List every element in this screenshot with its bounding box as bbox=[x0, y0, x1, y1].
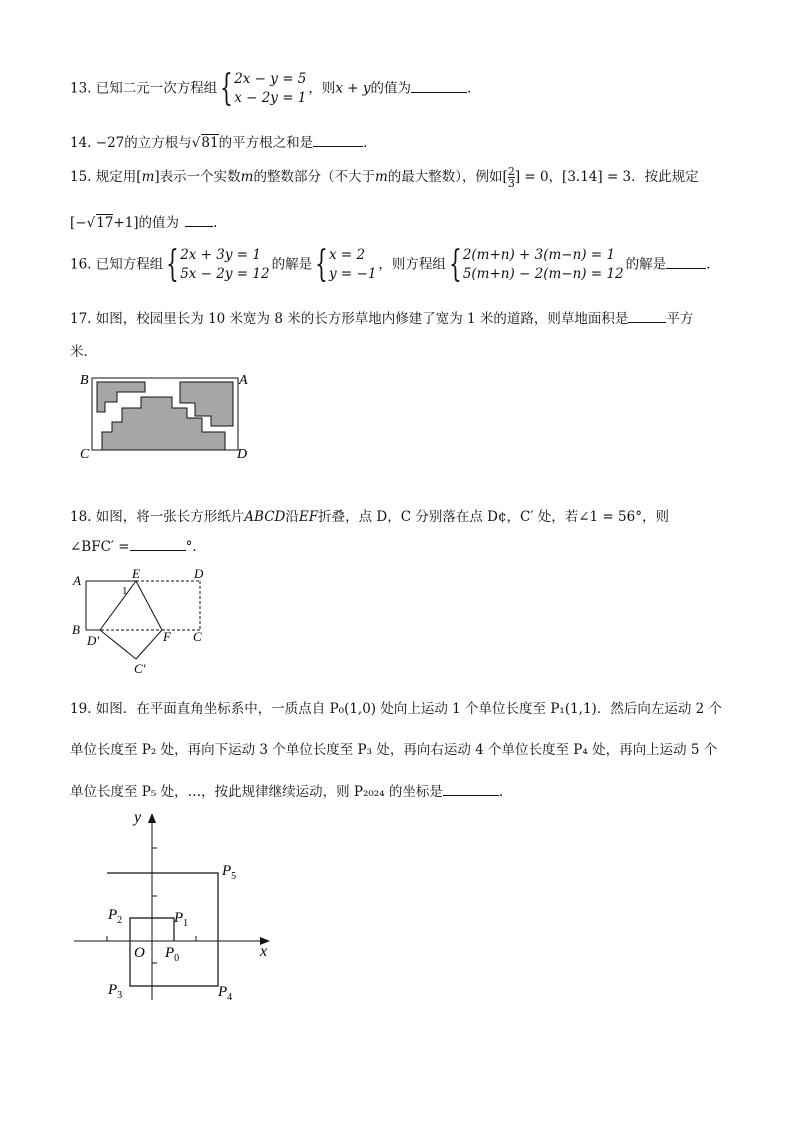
question-number: 18. bbox=[70, 509, 92, 525]
question-text: 如图，将一张长方形纸片 bbox=[95, 509, 245, 525]
shape-name: ABCD bbox=[244, 509, 286, 525]
variable: m bbox=[141, 169, 155, 185]
question-number: 15. bbox=[70, 169, 92, 185]
answer-blank[interactable] bbox=[185, 213, 213, 227]
label-C-prime: C′ bbox=[134, 661, 146, 676]
expression: [− bbox=[70, 215, 87, 231]
question-text: 的最大整数），例如[ bbox=[387, 169, 508, 185]
question-19-line-2 bbox=[70, 738, 717, 758]
question-text: ，则 bbox=[308, 80, 336, 97]
brace: { bbox=[220, 68, 234, 109]
equation-system bbox=[165, 246, 269, 284]
edge-Cp-F bbox=[136, 630, 162, 659]
brace: { bbox=[166, 244, 180, 285]
radicand: 81 bbox=[201, 135, 219, 151]
label-P3 bbox=[107, 982, 122, 1001]
label-E: E bbox=[132, 566, 140, 581]
label-angle-1: 1 bbox=[122, 585, 128, 597]
question-text: 已知二元一次方程组 bbox=[95, 80, 218, 97]
answer-blank[interactable] bbox=[443, 782, 499, 796]
brace: { bbox=[449, 244, 462, 285]
period: . bbox=[363, 135, 368, 151]
question-text: 折叠，点 D，C 分别落在点 D¢，C′ 处，若∠1 = 56°，则 bbox=[318, 509, 669, 525]
answer-blank[interactable] bbox=[628, 309, 666, 323]
question-text: ] = 0，[3.14] = 3．按此规定 bbox=[514, 169, 699, 185]
figure-lawn bbox=[75, 368, 260, 468]
sqrt-symbol: √ bbox=[86, 215, 96, 231]
label-P5 bbox=[221, 863, 236, 882]
answer-blank[interactable] bbox=[130, 537, 186, 551]
radicand: 17 bbox=[96, 215, 114, 231]
label-D: D bbox=[237, 447, 248, 462]
subscript: 4 bbox=[227, 992, 233, 1003]
equation: 2x + 3y = 1 bbox=[180, 247, 261, 263]
degree-suffix: °. bbox=[185, 539, 197, 555]
question-15 bbox=[70, 165, 699, 189]
label-P1 bbox=[173, 910, 188, 929]
question-number: 16. bbox=[70, 256, 92, 273]
expression: x + y bbox=[335, 80, 371, 97]
label-P0 bbox=[164, 945, 179, 964]
fraction bbox=[508, 166, 515, 189]
question-text: 规定用[ bbox=[95, 169, 142, 185]
denominator: 3 bbox=[507, 177, 515, 190]
question-text: +1]的值为 bbox=[113, 215, 180, 231]
question-text: 的平方根之和是 bbox=[218, 135, 314, 151]
question-text: 的值为 bbox=[370, 80, 412, 97]
answer-blank[interactable] bbox=[666, 255, 706, 269]
motion-path bbox=[107, 873, 218, 986]
question-text: 米． bbox=[70, 344, 97, 360]
label-origin: O bbox=[134, 945, 145, 961]
equation: 2x − y = 5 bbox=[234, 71, 307, 87]
question-19 bbox=[70, 697, 722, 717]
answer-blank[interactable] bbox=[411, 79, 467, 93]
question-text: 单位长度至 P₅ 处，…，按此规律继续运动，则 P₂₀₂₄ 的坐标是 bbox=[70, 784, 443, 800]
p-letter: P bbox=[108, 982, 118, 998]
brace: { bbox=[315, 244, 328, 285]
question-number: 13. bbox=[70, 80, 92, 97]
period: . bbox=[706, 256, 711, 273]
question-13 bbox=[70, 70, 471, 108]
p-letter: P bbox=[174, 910, 184, 926]
label-y: y bbox=[134, 809, 142, 826]
period: . bbox=[213, 215, 218, 231]
label-C: C bbox=[80, 447, 90, 462]
y-axis-arrow bbox=[148, 813, 156, 823]
question-text: 的整数部分（不大于 bbox=[253, 169, 375, 185]
equation: 2(m+n) + 3(m−n) = 1 bbox=[462, 247, 616, 263]
p-letter: P bbox=[218, 984, 228, 1000]
equation-system bbox=[448, 246, 624, 284]
question-18-line-2 bbox=[70, 537, 197, 555]
figure-coordinate-path bbox=[70, 808, 280, 1008]
question-text: ，则方程组 bbox=[378, 256, 446, 273]
period: . bbox=[467, 80, 472, 97]
p-letter: P bbox=[222, 863, 232, 879]
p-letter: P bbox=[108, 907, 118, 923]
equation: 5(m+n) − 2(m−n) = 12 bbox=[462, 266, 624, 282]
label-P4 bbox=[217, 984, 232, 1003]
label-C: C bbox=[193, 629, 202, 644]
label-D-prime: D′ bbox=[87, 633, 100, 648]
expression: ∠BFC′ = bbox=[70, 539, 130, 555]
question-19-line-3 bbox=[70, 780, 503, 800]
variable: m bbox=[374, 169, 388, 185]
equation-system bbox=[219, 70, 306, 108]
subscript: 0 bbox=[174, 953, 180, 964]
fold-EF bbox=[136, 581, 162, 630]
equation: y = −1 bbox=[328, 266, 377, 282]
equation: x − 2y = 1 bbox=[234, 90, 307, 106]
variable: m bbox=[240, 169, 254, 185]
label-F: F bbox=[163, 629, 171, 644]
question-text: 的立方根与 bbox=[124, 135, 192, 151]
question-text: 已知方程组 bbox=[95, 256, 164, 273]
figure-fold bbox=[70, 566, 220, 681]
question-text: 如图，校园里长为 10 米宽为 8 米的长方形草地内修建了宽为 1 米的道路，则草地面积是 bbox=[95, 311, 629, 327]
label-D: D bbox=[194, 566, 204, 581]
question-14 bbox=[70, 131, 367, 151]
solution-system bbox=[314, 246, 376, 284]
segment-name: EF bbox=[298, 509, 319, 525]
label-B: B bbox=[80, 373, 89, 388]
question-text: 平方 bbox=[666, 311, 694, 327]
question-17-line-2 bbox=[70, 340, 97, 360]
question-text: 沿 bbox=[285, 509, 299, 525]
question-text: 的解是 bbox=[271, 256, 313, 273]
equation: 5x − 2y = 12 bbox=[180, 266, 270, 282]
question-15-line-2 bbox=[70, 211, 217, 231]
edge-Dp-Cp bbox=[100, 630, 136, 659]
question-number: 19. bbox=[70, 701, 92, 717]
subscript: 5 bbox=[231, 871, 237, 882]
edge-ED-prime bbox=[100, 581, 136, 630]
label-A: A bbox=[239, 373, 248, 388]
subscript: 3 bbox=[117, 990, 123, 1001]
label-B: B bbox=[72, 622, 80, 637]
question-text: 的解是 bbox=[625, 256, 667, 273]
question-text: 单位长度至 P₂ 处，再向下运动 3 个单位长度至 P₃ 处，再向右运动 4 个单位长度至 P₄ 处，再向上运动 5 个 bbox=[70, 742, 718, 758]
question-16 bbox=[70, 246, 710, 284]
sqrt-symbol: √ bbox=[191, 135, 201, 151]
equation: x = 2 bbox=[328, 247, 366, 263]
question-number: 17. bbox=[70, 311, 92, 327]
answer-blank[interactable] bbox=[313, 133, 363, 147]
value: −27 bbox=[95, 135, 125, 151]
question-18 bbox=[70, 505, 669, 525]
question-text: 如图．在平面直角坐标系中，一质点自 P₀(1,0) 处向上运动 1 个单位长度至 P₁(1,1)．然后向左运动 2 个 bbox=[95, 701, 722, 717]
label-A: A bbox=[73, 573, 81, 588]
period: . bbox=[498, 784, 504, 800]
subscript: 2 bbox=[117, 915, 123, 926]
numerator: 2 bbox=[507, 165, 515, 178]
question-number: 14. bbox=[70, 135, 92, 151]
p-letter: P bbox=[165, 945, 175, 961]
label-P2 bbox=[107, 907, 122, 926]
label-x: x bbox=[260, 943, 268, 960]
question-17 bbox=[70, 307, 693, 327]
question-text: ]表示一个实数 bbox=[154, 169, 241, 185]
subscript: 1 bbox=[183, 918, 189, 929]
